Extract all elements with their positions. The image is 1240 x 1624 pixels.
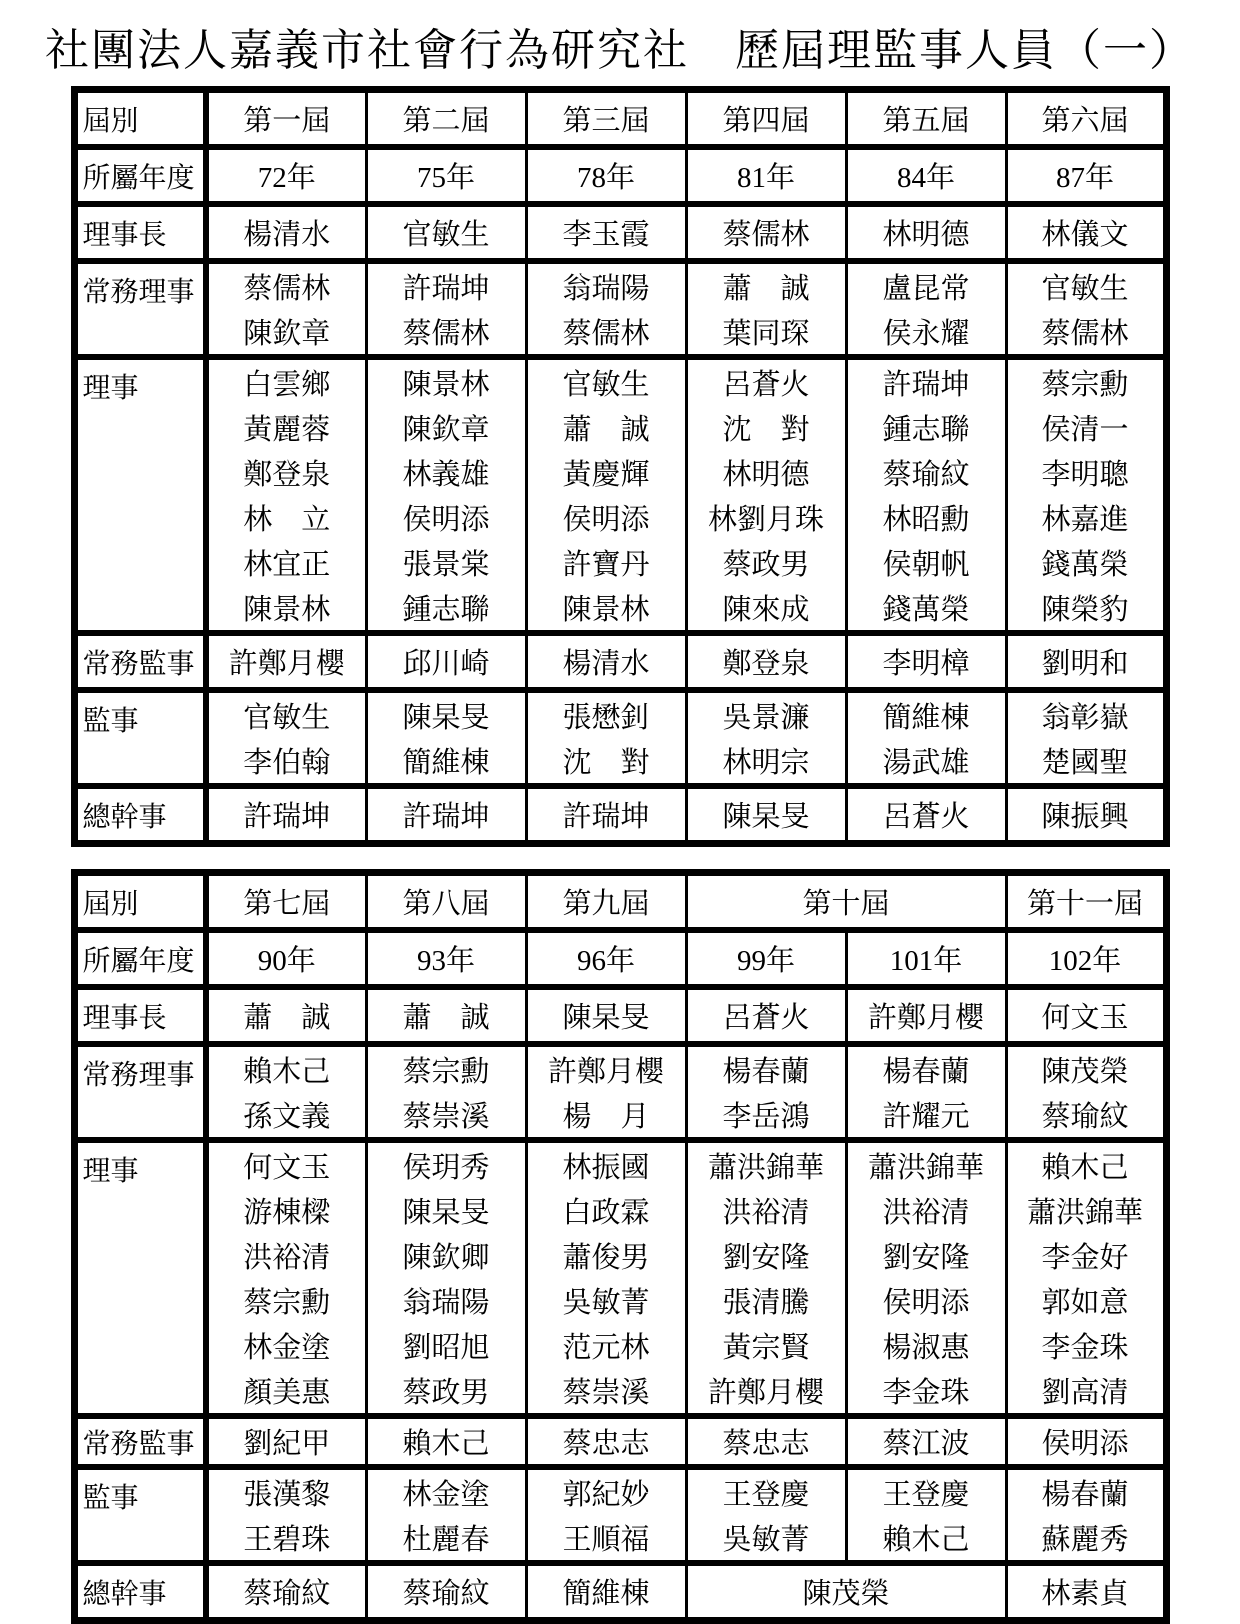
page-title: 社團法人嘉義市社會行為研究社 歷屆理監事人員（一） [45, 26, 1195, 75]
table-row [74, 540, 1166, 585]
row-label: 所屬年度 [74, 930, 206, 987]
table-row [74, 1278, 1166, 1323]
member-cell: 許瑞坤 [366, 786, 526, 844]
member-cell: 侯明添 [366, 495, 526, 540]
member-cell: 林義雄 [366, 450, 526, 495]
row-label: 理事 [74, 357, 206, 633]
member-cell: 許鄭月櫻 [686, 1368, 846, 1416]
member-cell: 第一屆 [206, 90, 366, 148]
member-cell: 84年 [846, 147, 1006, 204]
member-cell: 81年 [686, 147, 846, 204]
member-cell: 張漢黎 [206, 1467, 366, 1515]
member-cell: 王碧珠 [206, 1515, 366, 1563]
member-cell: 陳杲旻 [526, 987, 686, 1044]
member-cell: 鄭登泉 [206, 450, 366, 495]
member-cell: 張景棠 [366, 540, 526, 585]
member-cell: 蔡宗勳 [206, 1278, 366, 1323]
member-cell: 林明德 [686, 450, 846, 495]
member-cell: 鍾志聯 [366, 585, 526, 633]
member-cell: 陳茂榮 [686, 1563, 1006, 1621]
member-cell: 黃宗賢 [686, 1323, 846, 1368]
member-cell: 102年 [1006, 930, 1166, 987]
member-cell: 72年 [206, 147, 366, 204]
member-cell: 第三屆 [526, 90, 686, 148]
member-cell: 第十一屆 [1006, 873, 1166, 931]
member-cell: 第四屆 [686, 90, 846, 148]
member-cell: 侯玥秀 [366, 1140, 526, 1188]
table-row [74, 1467, 1166, 1515]
member-cell: 賴木己 [1006, 1140, 1166, 1188]
member-cell: 吳景濂 [686, 690, 846, 738]
table-row [74, 405, 1166, 450]
member-cell: 張懋釗 [526, 690, 686, 738]
member-cell: 許瑞坤 [366, 261, 526, 309]
member-cell: 林昭勳 [846, 495, 1006, 540]
table-row [74, 1092, 1166, 1140]
member-cell: 林嘉進 [1006, 495, 1166, 540]
member-cell: 第八屆 [366, 873, 526, 931]
table-row [74, 690, 1166, 738]
member-cell: 吳敏菁 [686, 1515, 846, 1563]
member-cell: 78年 [526, 147, 686, 204]
member-cell: 林 立 [206, 495, 366, 540]
member-cell: 蕭 誠 [686, 261, 846, 309]
board-table-terms-7-11 [71, 869, 1170, 1624]
row-label: 常務理事 [74, 261, 206, 357]
member-cell: 75年 [366, 147, 526, 204]
row-label: 監事 [74, 1467, 206, 1563]
member-cell: 侯明添 [526, 495, 686, 540]
member-cell: 蘇麗秀 [1006, 1515, 1166, 1563]
row-label: 總幹事 [74, 1563, 206, 1621]
member-cell: 黃慶輝 [526, 450, 686, 495]
table-row [74, 873, 1166, 931]
member-cell: 楊清水 [526, 633, 686, 690]
member-cell: 白政霖 [526, 1188, 686, 1233]
member-cell: 第七屆 [206, 873, 366, 931]
member-cell: 96年 [526, 930, 686, 987]
member-cell: 李岳鴻 [686, 1092, 846, 1140]
member-cell: 官敏生 [366, 204, 526, 261]
member-cell: 蔡儒林 [686, 204, 846, 261]
member-cell: 黃麗蓉 [206, 405, 366, 450]
member-cell: 林金塗 [366, 1467, 526, 1515]
table-row [74, 309, 1166, 357]
member-cell: 蕭 誠 [206, 987, 366, 1044]
member-cell: 王登慶 [686, 1467, 846, 1515]
member-cell: 林素貞 [1006, 1563, 1166, 1621]
member-cell: 洪裕清 [686, 1188, 846, 1233]
table-row [74, 90, 1166, 148]
member-cell: 錢萬榮 [1006, 540, 1166, 585]
member-cell: 侯明添 [846, 1278, 1006, 1323]
member-cell: 賴木己 [206, 1044, 366, 1092]
row-label: 理事 [74, 1140, 206, 1416]
member-cell: 翁彰嶽 [1006, 690, 1166, 738]
member-cell: 洪裕清 [206, 1233, 366, 1278]
member-cell: 林儀文 [1006, 204, 1166, 261]
member-cell: 侯朝帆 [846, 540, 1006, 585]
member-cell: 李金珠 [1006, 1323, 1166, 1368]
member-cell: 楊 月 [526, 1092, 686, 1140]
row-label: 理事長 [74, 987, 206, 1044]
member-cell: 劉紀甲 [206, 1416, 366, 1467]
row-label: 所屬年度 [74, 147, 206, 204]
table-row [74, 450, 1166, 495]
member-cell: 賴木己 [846, 1515, 1006, 1563]
member-cell: 93年 [366, 930, 526, 987]
member-cell: 林振國 [526, 1140, 686, 1188]
table-row [74, 1140, 1166, 1188]
member-cell: 錢萬榮 [846, 585, 1006, 633]
member-cell: 呂蒼火 [686, 987, 846, 1044]
member-cell: 郭如意 [1006, 1278, 1166, 1323]
member-cell: 湯武雄 [846, 738, 1006, 786]
member-cell: 蔡崇溪 [366, 1092, 526, 1140]
table-row [74, 204, 1166, 261]
member-cell: 簡維棟 [366, 738, 526, 786]
member-cell: 楊春蘭 [686, 1044, 846, 1092]
member-cell: 何文玉 [206, 1140, 366, 1188]
table-row [74, 1044, 1166, 1092]
member-cell: 楊春蘭 [846, 1044, 1006, 1092]
member-cell: 陳茂榮 [1006, 1044, 1166, 1092]
member-cell: 許寶丹 [526, 540, 686, 585]
member-cell: 陳欽章 [206, 309, 366, 357]
member-cell: 第二屆 [366, 90, 526, 148]
member-cell: 邱川崎 [366, 633, 526, 690]
member-cell: 蔡忠志 [526, 1416, 686, 1467]
table-row [74, 1188, 1166, 1233]
table-row [74, 786, 1166, 844]
member-cell: 侯清一 [1006, 405, 1166, 450]
member-cell: 90年 [206, 930, 366, 987]
member-cell: 鄭登泉 [686, 633, 846, 690]
table-row [74, 1323, 1166, 1368]
member-cell: 蔡儒林 [1006, 309, 1166, 357]
member-cell: 陳杲旻 [366, 1188, 526, 1233]
row-label: 監事 [74, 690, 206, 786]
row-label: 總幹事 [74, 786, 206, 844]
member-cell: 蔡儒林 [366, 309, 526, 357]
member-cell: 翁瑞陽 [366, 1278, 526, 1323]
row-label: 屆別 [74, 90, 206, 148]
member-cell: 99年 [686, 930, 846, 987]
row-label: 常務監事 [74, 1416, 206, 1467]
member-cell: 蔡忠志 [686, 1416, 846, 1467]
member-cell: 陳來成 [686, 585, 846, 633]
member-cell: 呂蒼火 [846, 786, 1006, 844]
member-cell: 許鄭月櫻 [206, 633, 366, 690]
member-cell: 王順福 [526, 1515, 686, 1563]
member-cell: 林宜正 [206, 540, 366, 585]
member-cell: 蔡宗勳 [1006, 357, 1166, 405]
member-cell: 陳榮豹 [1006, 585, 1166, 633]
member-cell: 楊春蘭 [1006, 1467, 1166, 1515]
row-label: 理事長 [74, 204, 206, 261]
member-cell: 蔡瑜紋 [206, 1563, 366, 1621]
member-cell: 許鄭月櫻 [526, 1044, 686, 1092]
member-cell: 侯明添 [1006, 1416, 1166, 1467]
member-cell: 吳敏菁 [526, 1278, 686, 1323]
member-cell: 蔡瑜紋 [366, 1563, 526, 1621]
member-cell: 張清騰 [686, 1278, 846, 1323]
member-cell: 李金好 [1006, 1233, 1166, 1278]
member-cell: 劉安隆 [686, 1233, 846, 1278]
member-cell: 洪裕清 [846, 1188, 1006, 1233]
member-cell: 蕭洪錦華 [686, 1140, 846, 1188]
member-cell: 白雲鄉 [206, 357, 366, 405]
member-cell: 官敏生 [526, 357, 686, 405]
member-cell: 101年 [846, 930, 1006, 987]
member-cell: 蔡政男 [686, 540, 846, 585]
row-label: 屆別 [74, 873, 206, 931]
table-row [74, 1233, 1166, 1278]
table-row [74, 1563, 1166, 1621]
member-cell: 郭紀妙 [526, 1467, 686, 1515]
member-cell: 范元林 [526, 1323, 686, 1368]
member-cell: 蔡瑜紋 [846, 450, 1006, 495]
member-cell: 呂蒼火 [686, 357, 846, 405]
member-cell: 許瑞坤 [526, 786, 686, 844]
member-cell: 游棟樑 [206, 1188, 366, 1233]
member-cell: 蔡江波 [846, 1416, 1006, 1467]
member-cell: 陳景林 [206, 585, 366, 633]
table-row [74, 495, 1166, 540]
table-row [74, 1416, 1166, 1467]
member-cell: 陳景林 [366, 357, 526, 405]
member-cell: 林明宗 [686, 738, 846, 786]
member-cell: 劉明和 [1006, 633, 1166, 690]
member-cell: 陳欽章 [366, 405, 526, 450]
board-table-terms-1-6 [71, 86, 1170, 847]
member-cell: 鍾志聯 [846, 405, 1006, 450]
member-cell: 簡維棟 [846, 690, 1006, 738]
member-cell: 孫文義 [206, 1092, 366, 1140]
member-cell: 顏美惠 [206, 1368, 366, 1416]
member-cell: 蔡政男 [366, 1368, 526, 1416]
member-cell: 蕭俊男 [526, 1233, 686, 1278]
member-cell: 李明聰 [1006, 450, 1166, 495]
row-label: 常務理事 [74, 1044, 206, 1140]
member-cell: 第六屆 [1006, 90, 1166, 148]
member-cell: 第九屆 [526, 873, 686, 931]
member-cell: 翁瑞陽 [526, 261, 686, 309]
member-cell: 許耀元 [846, 1092, 1006, 1140]
member-cell: 蔡儒林 [206, 261, 366, 309]
table-row [74, 633, 1166, 690]
member-cell: 沈 對 [526, 738, 686, 786]
member-cell: 楚國聖 [1006, 738, 1166, 786]
member-cell: 劉昭旭 [366, 1323, 526, 1368]
member-cell: 何文玉 [1006, 987, 1166, 1044]
member-cell: 簡維棟 [526, 1563, 686, 1621]
table-row [74, 585, 1166, 633]
member-cell: 楊清水 [206, 204, 366, 261]
member-cell: 蕭洪錦華 [1006, 1188, 1166, 1233]
member-cell: 蕭洪錦華 [846, 1140, 1006, 1188]
member-cell: 87年 [1006, 147, 1166, 204]
member-cell: 王登慶 [846, 1467, 1006, 1515]
member-cell: 賴木己 [366, 1416, 526, 1467]
member-cell: 蕭 誠 [366, 987, 526, 1044]
member-cell: 侯永耀 [846, 309, 1006, 357]
member-cell: 許瑞坤 [206, 786, 366, 844]
member-cell: 陳欽卿 [366, 1233, 526, 1278]
table-row [74, 357, 1166, 405]
member-cell: 盧昆常 [846, 261, 1006, 309]
member-cell: 蔡宗勳 [366, 1044, 526, 1092]
member-cell: 葉同琛 [686, 309, 846, 357]
member-cell: 陳振興 [1006, 786, 1166, 844]
row-label: 常務監事 [74, 633, 206, 690]
member-cell: 第五屆 [846, 90, 1006, 148]
table-row [74, 261, 1166, 309]
member-cell: 蔡儒林 [526, 309, 686, 357]
member-cell: 陳景林 [526, 585, 686, 633]
table-row [74, 738, 1166, 786]
member-cell: 楊淑惠 [846, 1323, 1006, 1368]
member-cell: 蔡崇溪 [526, 1368, 686, 1416]
member-cell: 陳杲旻 [366, 690, 526, 738]
table-row [74, 930, 1166, 987]
member-cell: 劉高清 [1006, 1368, 1166, 1416]
member-cell: 林金塗 [206, 1323, 366, 1368]
member-cell: 林劉月珠 [686, 495, 846, 540]
member-cell: 官敏生 [1006, 261, 1166, 309]
member-cell: 官敏生 [206, 690, 366, 738]
member-cell: 許鄭月櫻 [846, 987, 1006, 1044]
member-cell: 第十屆 [686, 873, 1006, 931]
member-cell: 許瑞坤 [846, 357, 1006, 405]
member-cell: 沈 對 [686, 405, 846, 450]
table-row [74, 987, 1166, 1044]
member-cell: 林明德 [846, 204, 1006, 261]
member-cell: 李金珠 [846, 1368, 1006, 1416]
table-row [74, 1368, 1166, 1416]
member-cell: 李明樟 [846, 633, 1006, 690]
table-row [74, 1515, 1166, 1563]
member-cell: 李伯翰 [206, 738, 366, 786]
member-cell: 劉安隆 [846, 1233, 1006, 1278]
member-cell: 蕭 誠 [526, 405, 686, 450]
table-row [74, 147, 1166, 204]
member-cell: 蔡瑜紋 [1006, 1092, 1166, 1140]
member-cell: 陳杲旻 [686, 786, 846, 844]
member-cell: 李玉霞 [526, 204, 686, 261]
member-cell: 杜麗春 [366, 1515, 526, 1563]
